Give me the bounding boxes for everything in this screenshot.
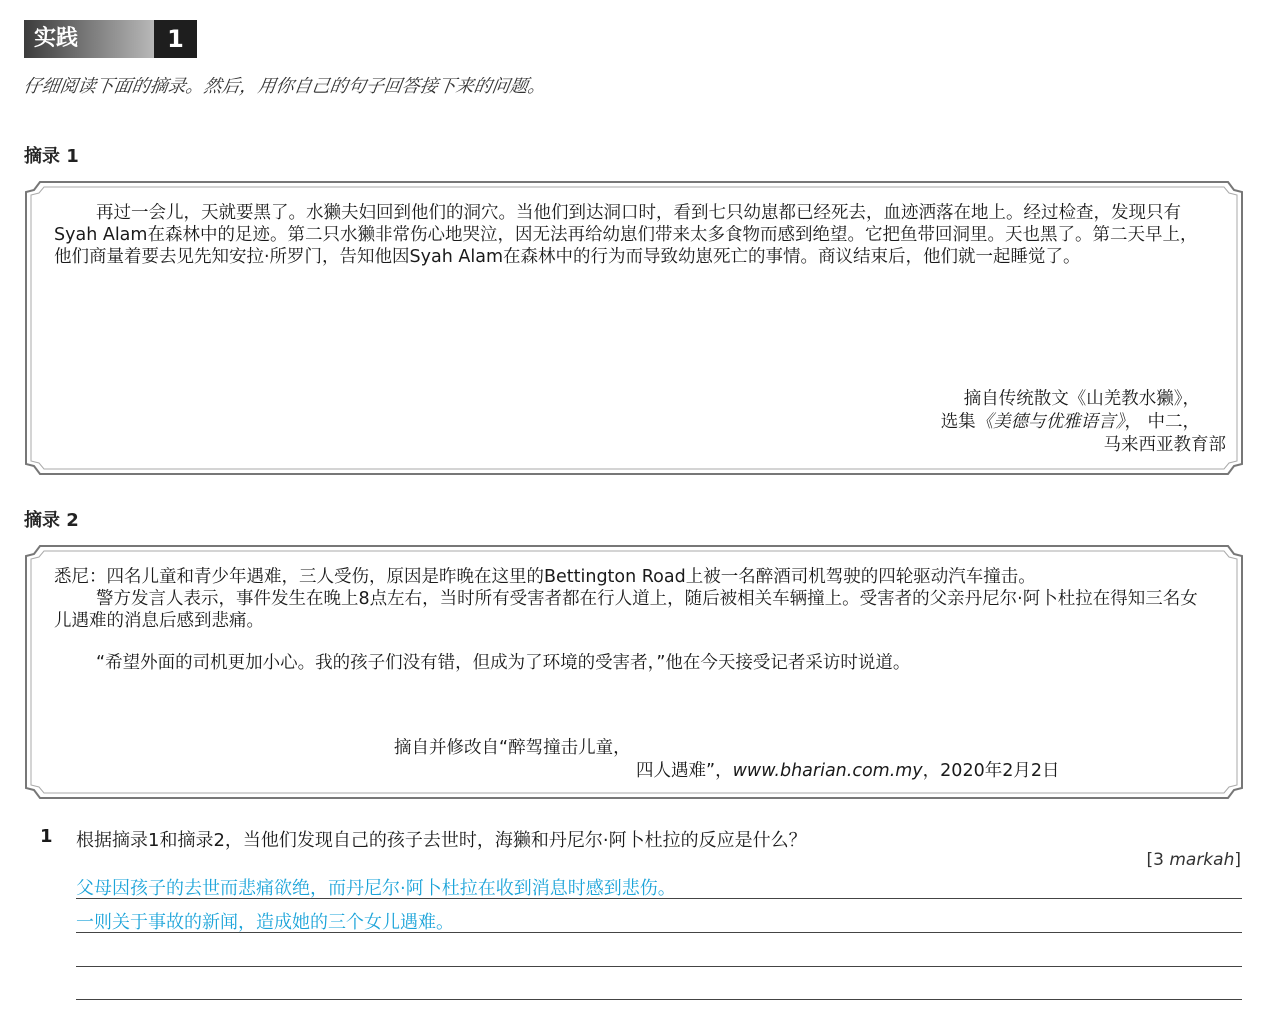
answer-line-4[interactable] [76,999,1242,1000]
instruction-text: 仔细阅读下面的摘录。然后，用你自己的句子回答接下来的问题。 [22,76,548,97]
excerpt-2-box [24,544,1244,800]
excerpt-1-box [24,180,1244,476]
excerpt-2-para3: “希望外面的司机更加小心。我的孩子们没有错，但成为了环境的受害者，”他在今天接受记者采访时说道。 [96,653,911,673]
marks-label: [3 markah] [1146,850,1241,870]
answer-line-2[interactable] [76,932,1242,933]
excerpt-2-source-line2: 四人遇难”，www.bharian.com.my，2020年2月2日 [636,761,1060,781]
excerpt-1-heading: 摘录 1 [24,146,79,167]
question-text: 根据摘录1和摘录2，当他们发现自己的孩子去世时，海獭和丹尼尔·阿卜杜拉的反应是什么？ [76,830,807,851]
excerpt-1-source [940,388,1226,457]
answer-line-1-text[interactable]: 父母因孩子的去世而悲痛欲绝，而丹尼尔·阿卜杜拉在收到消息时感到悲伤。 [76,878,676,899]
excerpt-2-para2: 警方发言人表示，事件发生在晚上8点左右，当时所有受害者都在行人道上，随后被相关车辆撞上。受害者的父亲丹尼尔·阿卜杜拉在得知三名女儿遇难的消息后感到悲痛。 [54,589,1198,631]
excerpt-1-body: 再过一会儿，天就要黑了。水獭夫妇回到他们的洞穴。当他们到达洞口时，看到七只幼崽都已经死去，血迹洒落在地上。经过检查，发现只有Syah Alam在森林中的足迹。第二只水獭非常伤心地哭泣，因无法再给幼崽们带来太多食物而感到绝望。它把鱼带回洞里。天也黑了。第二天早上，他们商量着要去见先知安拉·所罗门，告知他因Syah Alam在森林中的行为而导致幼崽死亡的事情。商议结束后，他们就一起睡觉了。 [54,203,1198,267]
answer-line-2-text[interactable]: 一则关于事故的新闻，造成她的三个女儿遇难。 [76,912,454,933]
practice-number: 1 [154,20,197,58]
excerpt-2-para1: 悉尼：四名儿童和青少年遇难，三人受伤，原因是昨晚在这里的Bettington Road上被一名醉酒司机驾驶的四轮驱动汽车撞击。 [54,567,1036,587]
question-number: 1 [40,826,53,847]
excerpt-1-source-line3: 马来西亚教育部 [1103,435,1226,455]
excerpt-2-source-line1: 摘自并修改自“醉驾撞击儿童， [394,738,631,758]
excerpt-2-heading: 摘录 2 [24,510,79,531]
practice-label: 实践 [24,20,154,58]
answer-line-1[interactable] [76,898,1242,899]
answer-line-3[interactable] [76,966,1242,967]
excerpt-1-source-line2: 选集《美德与优雅语言》， 中二， [940,412,1200,432]
excerpt-1-source-line1: 摘自传统散文《山羌教水獭》， [963,389,1200,409]
practice-badge [24,20,197,58]
